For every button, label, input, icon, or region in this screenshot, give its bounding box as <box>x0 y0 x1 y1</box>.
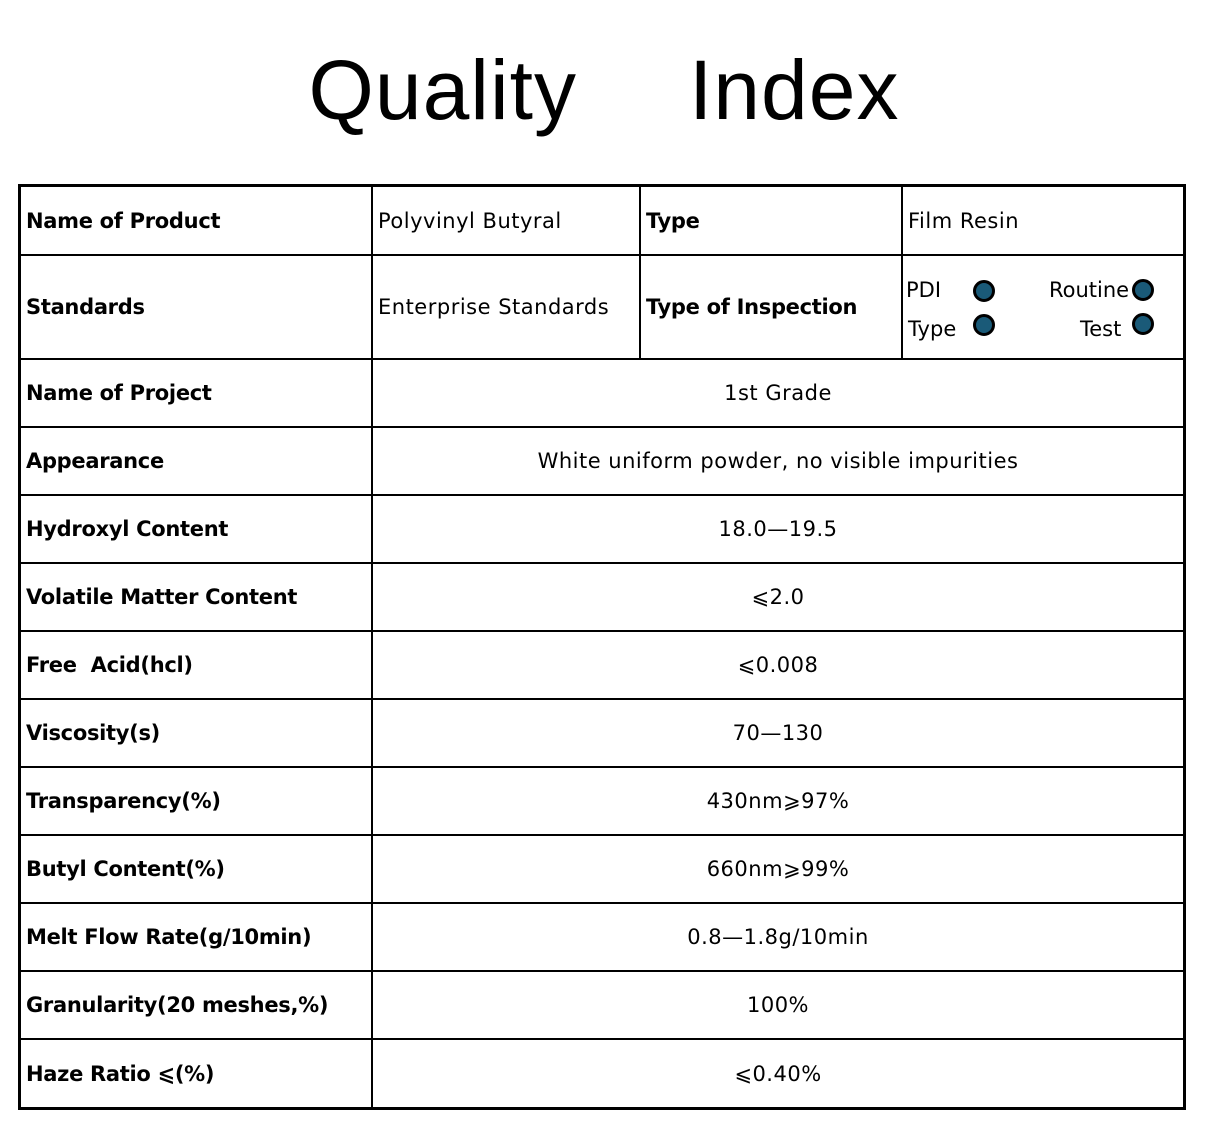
title-word-index: Index <box>688 42 900 137</box>
table-row <box>21 903 1183 971</box>
table-row-standards <box>21 255 1183 359</box>
row-label: Volatile Matter Content <box>21 563 372 631</box>
row-label: Granularity(20 meshes,%) <box>21 971 372 1039</box>
pdi-type-radio[interactable] <box>973 280 995 302</box>
routine-option-text-1: Routine <box>1049 278 1130 302</box>
row-value: 70—130 <box>372 699 1183 767</box>
type-label: Type <box>640 187 902 255</box>
row-label: Viscosity(s) <box>21 699 372 767</box>
pdi-option-text-1: PDI <box>906 278 942 302</box>
routine-test-radio-2[interactable] <box>1132 313 1154 335</box>
row-label: Transparency(%) <box>21 767 372 835</box>
routine-option-text-2: Test <box>1080 317 1122 341</box>
table-row <box>21 495 1183 563</box>
row-value: 18.0—19.5 <box>372 495 1183 563</box>
product-name-value: Polyvinyl Butyral <box>372 187 640 255</box>
standards-label: Standards <box>21 255 372 359</box>
row-value: 660nm⩾99% <box>372 835 1183 903</box>
pdi-type-radio-2[interactable] <box>973 314 995 336</box>
inspection-type-options <box>902 255 1183 359</box>
row-label: Butyl Content(%) <box>21 835 372 903</box>
table-row <box>21 1039 1183 1107</box>
row-value: 0.8—1.8g/10min <box>372 903 1183 971</box>
row-label: Haze Ratio ⩽(%) <box>21 1039 372 1107</box>
row-value: White uniform powder, no visible impurities <box>372 427 1183 495</box>
title-word-quality: Quality <box>308 42 577 137</box>
page-title <box>0 40 1208 140</box>
product-name-label: Name of Product <box>21 187 372 255</box>
row-value: 1st Grade <box>372 359 1183 427</box>
table-row-product <box>21 187 1183 255</box>
table-row <box>21 699 1183 767</box>
table-row <box>21 971 1183 1039</box>
routine-test-radio[interactable] <box>1132 279 1154 301</box>
quality-index-table <box>18 184 1186 1110</box>
row-value: 430nm⩾97% <box>372 767 1183 835</box>
row-label: Name of Project <box>21 359 372 427</box>
inspection-type-label: Type of Inspection <box>640 255 902 359</box>
table-row <box>21 563 1183 631</box>
table-row <box>21 631 1183 699</box>
row-value: ⩽0.008 <box>372 631 1183 699</box>
table-row <box>21 427 1183 495</box>
standards-value: Enterprise Standards <box>372 255 640 359</box>
row-value: 100% <box>372 971 1183 1039</box>
table-row <box>21 359 1183 427</box>
table-row <box>21 835 1183 903</box>
row-label: Melt Flow Rate(g/10min) <box>21 903 372 971</box>
type-value: Film Resin <box>902 187 1183 255</box>
table-row <box>21 767 1183 835</box>
row-value: ⩽2.0 <box>372 563 1183 631</box>
row-label: Hydroxyl Content <box>21 495 372 563</box>
row-label: Appearance <box>21 427 372 495</box>
row-label: Free Acid(hcl) <box>21 631 372 699</box>
row-value: ⩽0.40% <box>372 1039 1183 1107</box>
pdi-option-text-2: Type <box>908 317 957 341</box>
